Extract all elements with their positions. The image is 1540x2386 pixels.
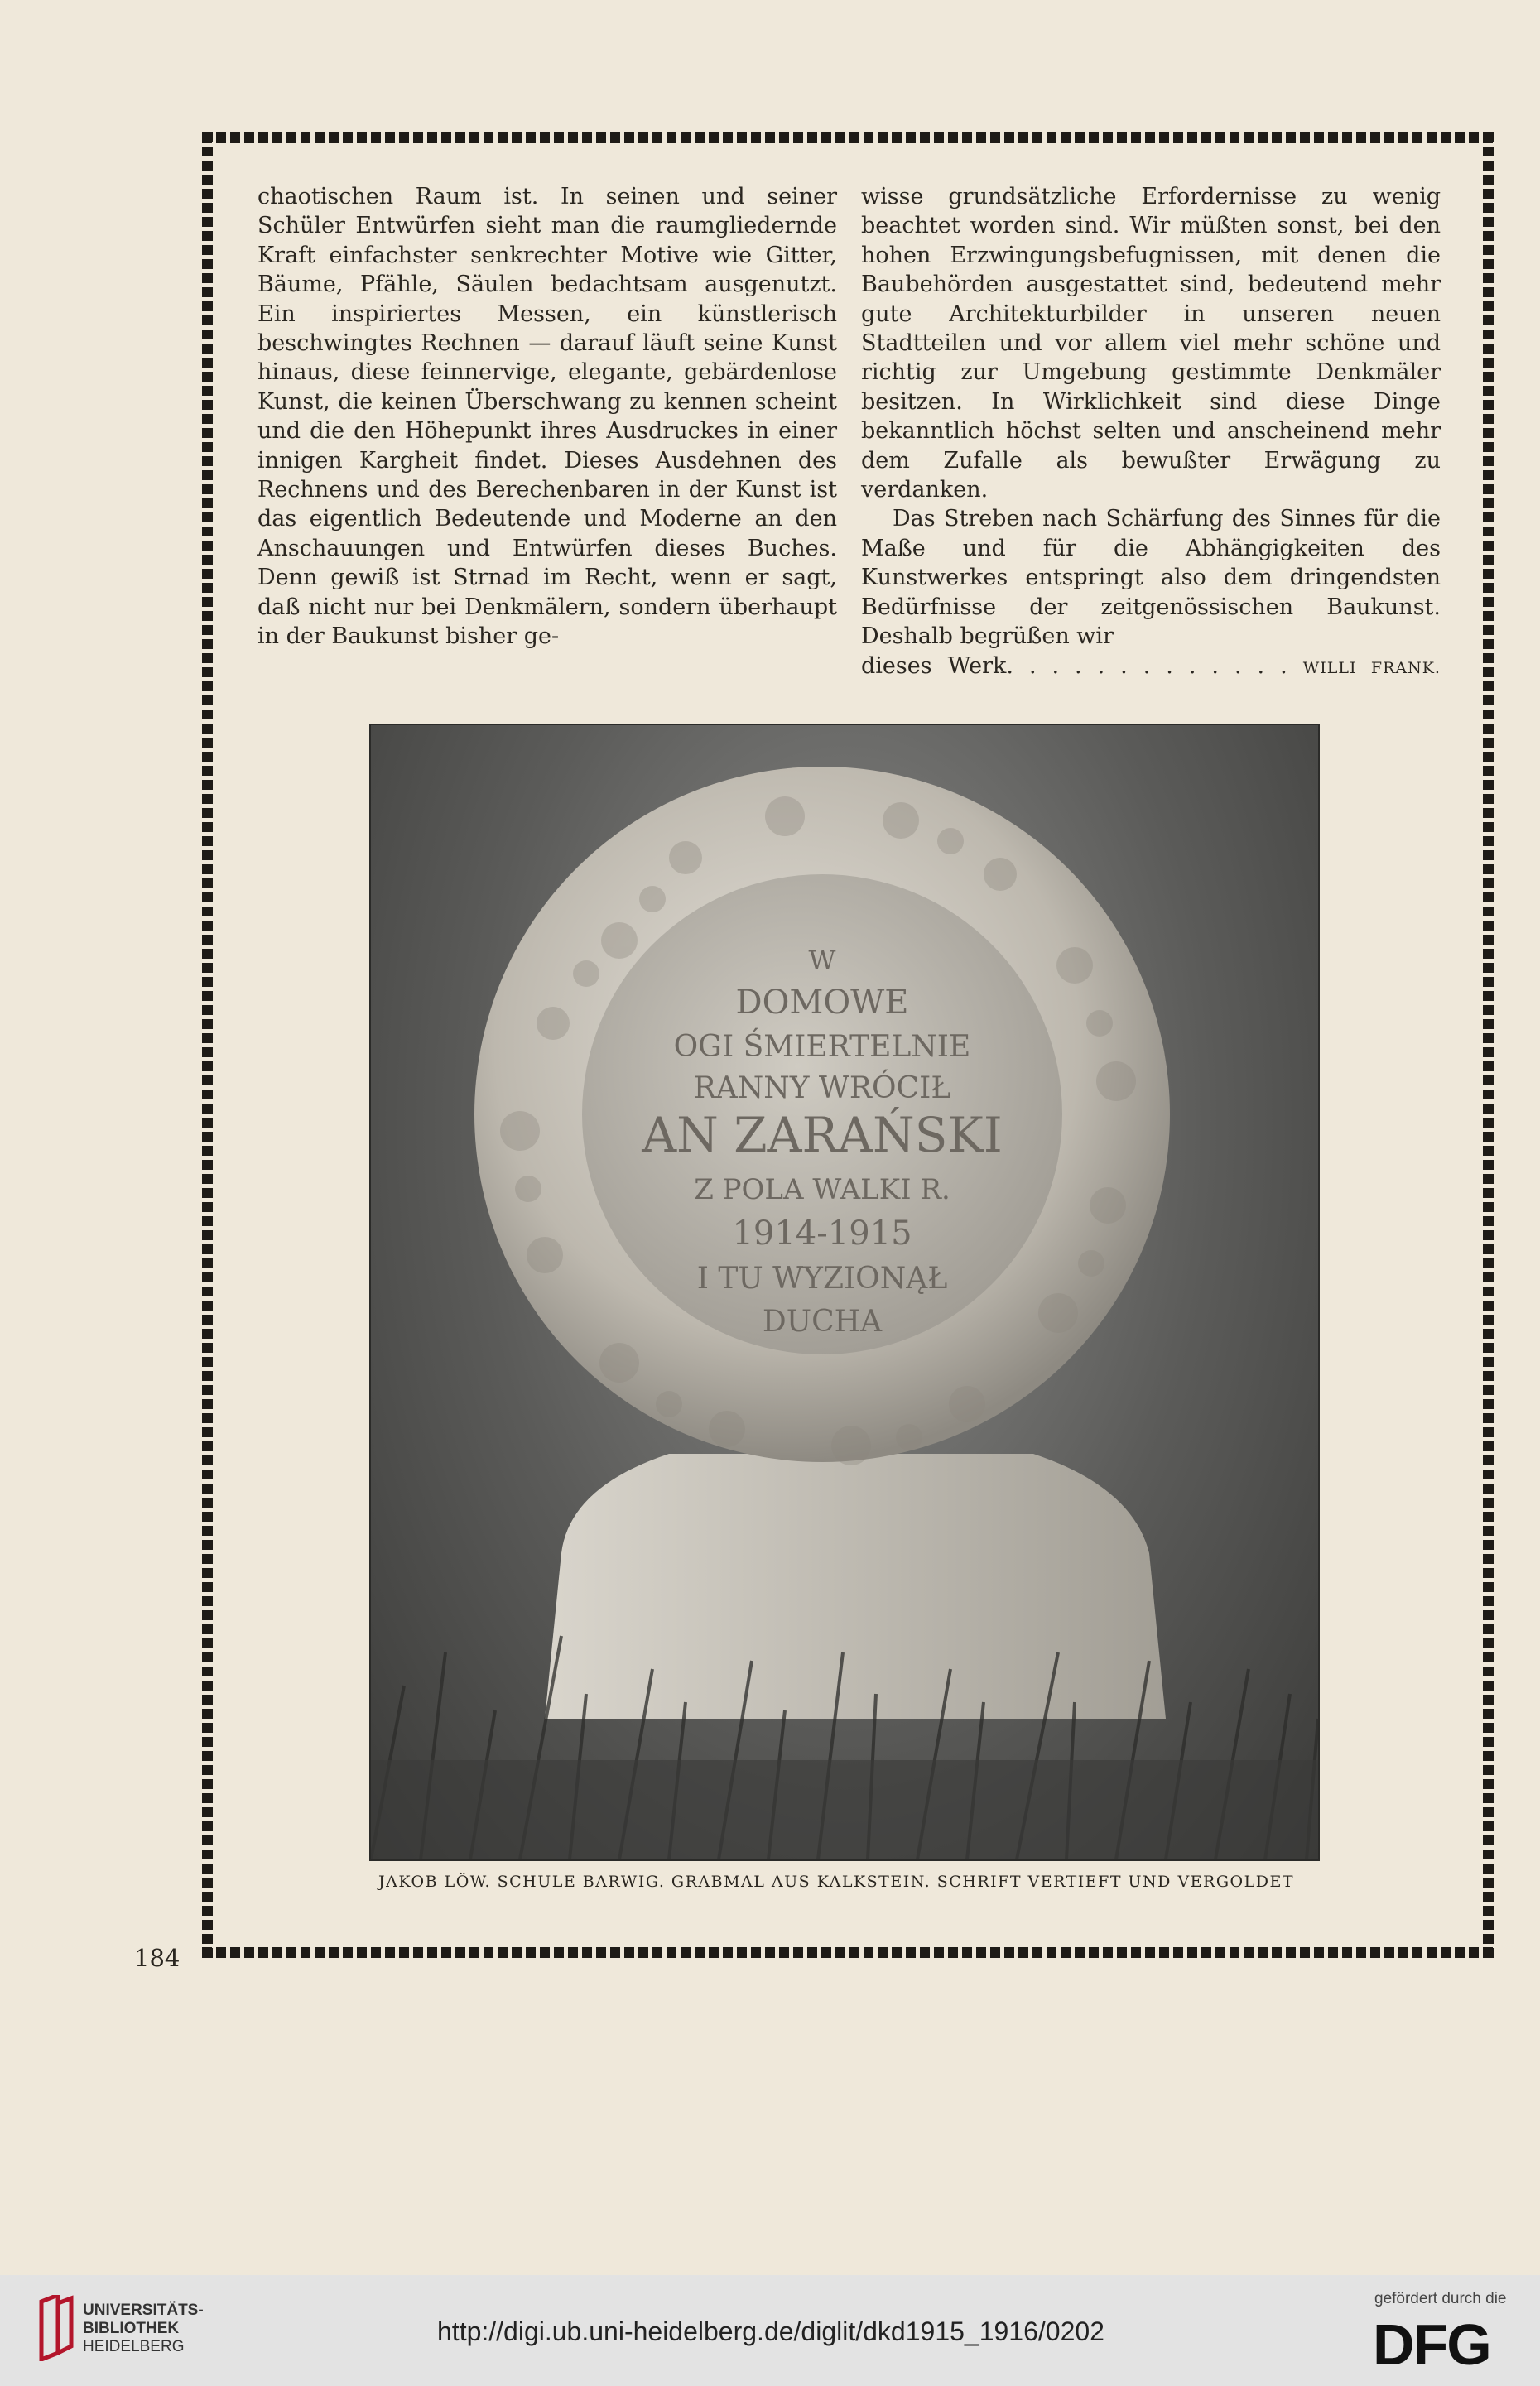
inscription-line-9: DUCHA xyxy=(762,1305,883,1339)
inscription-line-2: DOMOWE xyxy=(735,984,909,1022)
right-paragraph-1: wisse grundsätzliche Erfordernisse zu wenig beachtet worden sind. Wir müßten sonst, bei den hohen Erzwingungsbefugnissen, mit denen die Baubehörden ausgestattet sind, bedeutend mehr gute Architekturbilder in unseren neuen Stadtteilen und vor allem viel mehr schöne und richtig zur Umgebung gestimmte Denkmäler besitzen. In Wirklichkeit sind diese Dinge bekanntlich höchst selten und anscheinend mehr dem Zufalle als bewußter Erwägung zu verdanken. xyxy=(861,184,1441,503)
library-name-line-1: UNIVERSITÄTS- xyxy=(83,2302,204,2319)
funded-by-label: gefördert durch die xyxy=(1374,2290,1507,2307)
frame-right xyxy=(1483,132,1494,1958)
left-text-column xyxy=(257,182,837,652)
library-name-line-2: BIBLIOTHEK xyxy=(83,2320,180,2337)
inscription-line-7: 1914-1915 xyxy=(732,1215,912,1253)
library-name-line-3: HEIDELBERG xyxy=(83,2338,185,2355)
closing-text: dieses Werk. xyxy=(861,652,1013,679)
inscription-line-8: I TU WYZIONĄŁ xyxy=(696,1262,948,1296)
footer-bar xyxy=(0,2275,1540,2386)
right-text-column xyxy=(861,182,1441,683)
right-paragraph-2: Das Streben nach Schärfung des Sinnes für die Maße und für die Abhängigkeiten des Kunstwerkes entspringt also dem dringendsten Bedürfnisse der zeitgenössischen Baukunst. Deshalb begrüßen wir xyxy=(861,506,1441,650)
inscription-line-4: RANNY WRÓCIŁ xyxy=(693,1071,951,1105)
inscription-line-3: OGI ŚMIERTELNIE xyxy=(673,1030,971,1064)
grave-monument-photo xyxy=(369,724,1320,1861)
frame-top xyxy=(202,132,1494,143)
library-name xyxy=(83,2302,204,2356)
author-signature: WILLI FRANK. xyxy=(1302,658,1441,677)
left-paragraph: chaotischen Raum ist. In seinen und seiner Schüler Entwürfen sieht man die raumgliedernde Kraft einfachster senkrechter Motive wie Gitter, Bäume, Pfähle, Säulen bedachtsam ausgenutzt. Ein inspiriertes Messen, ein künstlerisch beschwingtes Rechnen — darauf läuft seine Kunst hinaus, diese feinnervige, elegante, gebärdenlose Kunst, die keinen Überschwang zu kennen scheint und die den Höhepunkt ihres Ausdruckes in einer innigen Kargheit findet. Dieses Ausdehnen des Rechnens und des Berechenbaren in der Kunst ist das eigentlich Bedeutende und Moderne an den Anschauungen und Entwürfen dieses Buches. Denn gewiß ist Strnad im Recht, wenn er sagt, daß nicht nur bei Denkmälern, sondern überhaupt in der Baukunst bisher ge- xyxy=(257,184,837,650)
figure-caption: JAKOB LÖW. SCHULE BARWIG. GRABMAL AUS KALKSTEIN. SCHRIFT VERTIEFT UND VERGOLDET xyxy=(378,1873,1295,1891)
inscription-line-6: Z POLA WALKI R. xyxy=(694,1173,950,1206)
leader-dots: . . . . . . . . . . . . xyxy=(1028,652,1287,679)
university-library-logo-icon xyxy=(38,2295,75,2361)
monument-illustration xyxy=(371,725,1318,1859)
inscription-line-5: AN ZARAŃSKI xyxy=(642,1107,1003,1163)
page-number: 184 xyxy=(134,1944,180,1972)
closing-line xyxy=(861,652,1441,683)
dfg-logo: DFG xyxy=(1373,2312,1490,2377)
frame-bottom xyxy=(202,1947,1494,1958)
frame-left xyxy=(202,132,213,1958)
permalink-url[interactable]: http://digi.ub.uni-heidelberg.de/diglit/dkd1915_1916/0202 xyxy=(437,2316,1104,2346)
inscription-line-1: W xyxy=(808,945,836,976)
